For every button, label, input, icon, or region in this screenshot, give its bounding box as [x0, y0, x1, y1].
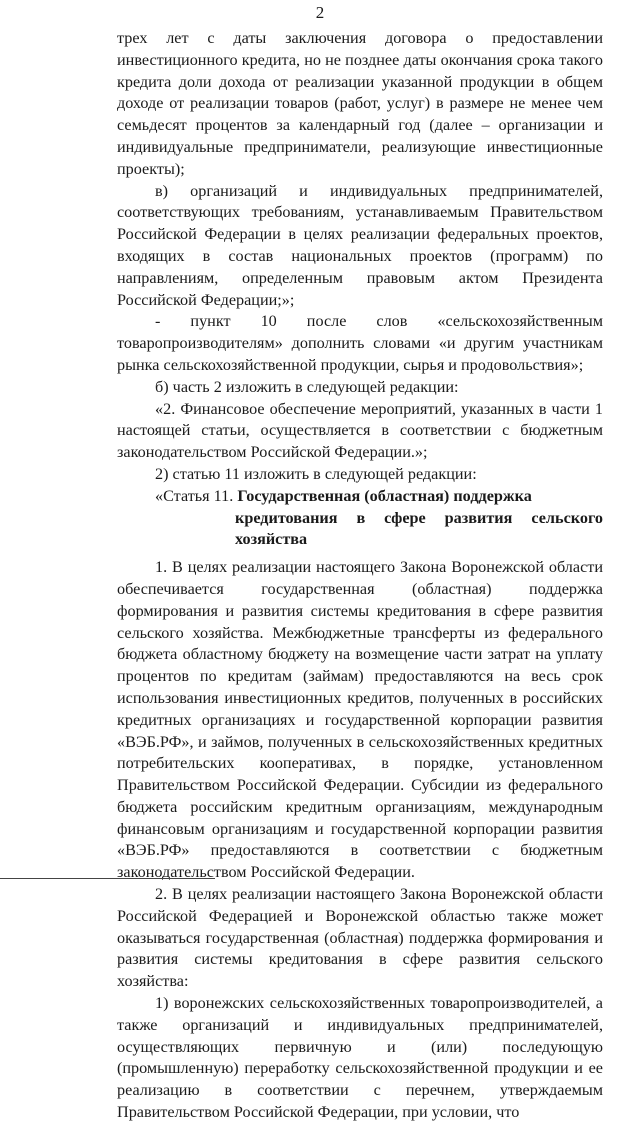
paragraph-article-11-item-1: 1) воронежских сельскохозяйственных товаропроизводителей, а также организаций и индивидуальных предпринимателей, осуществляющих первичную и (или) последующую (промышленную) переработку сельскохозяйственной продукции и ее реализацию в соответствии с перечнем, утверждаемым Правительством Российской Федерации, при условии, что	[117, 994, 603, 1122]
footer-divider	[0, 878, 215, 879]
article-heading	[117, 486, 603, 551]
page-number: 2	[315, 3, 325, 22]
paragraph-article-11-part-1: 1. В целях реализации настоящего Закона Воронежской области обеспечивается государственная (областная) поддержка формирования и развития системы кредитования в сфере развития сельского хозяйства. Межбюджетные трансферты из федерального бюджета областному бюджету на возмещение части затрат на уплату процентов по кредитам (займам) предоставляются на весь срок использования инвестиционных кредитов, полученных в российских кредитных организациях и государственной корпорации развития «ВЭБ.РФ», и займов, полученных в сельскохозяйственных кредитных потребительских кооперативах, в порядке, установленном Правительством Российской Федерации. Субсидии из федерального бюджета российским кредитным организациям, международным финансовым организациям и государственной корпорации развития «ВЭБ.РФ» предоставляются в соответствии с бюджетным законодательством Российской Федерации.	[117, 558, 603, 882]
paragraph-item-v: в) организаций и индивидуальных предпринимателей, соответствующих требованиям, устанавливаемым Правительством Российской Федерации в целях реализации федеральных проектов, входящих в состав национальных проектов (программ) по направлениям, определенным правовым актом Президента Российской Федерации;»;	[117, 181, 603, 309]
article-heading-title-line1: Государственная (областная) поддержка	[237, 486, 532, 505]
paragraph-continuation: трех лет с даты заключения договора о предоставлении инвестиционного кредита, но не позднее даты окончания срока такого кредита доли дохода от реализации указанной продукции в общем доходе от реализации товаров (работ, услуг) в размере не менее чем семьдесят процентов за календарный год (далее – организации и индивидуальные предприниматели, реализующие инвестиционные проекты);	[117, 29, 603, 178]
paragraph-article-11-part-2: 2. В целях реализации настоящего Закона Воронежской области Российской Федерацией и Воронежской областью также может оказываться государственная (областная) поддержка формирования и развития системы кредитования в сфере развития сельского хозяйства:	[117, 885, 603, 991]
paragraph-part-2: «2. Финансовое обеспечение мероприятий, указанных в части 1 настоящей статьи, осуществляется в соответствии с бюджетным законодательством Российской Федерации.»;	[117, 399, 603, 462]
document-body	[117, 28, 603, 1124]
paragraph-article-11-intro: 2) статью 11 изложить в следующей редакции:	[155, 464, 477, 483]
article-heading-title-line2: кредитования в сфере развития сельского хозяйства	[235, 508, 603, 549]
paragraph-item-b: б) часть 2 изложить в следующей редакции:	[155, 377, 459, 396]
paragraph-point-10: - пункт 10 после слов «сельскохозяйственным товаропроизводителям» дополнить словами «и другим участникам рынка сельскохозяйственной продукции, сырья и продовольствия»;	[117, 312, 603, 374]
article-heading-prefix: «Статья 11.	[155, 486, 238, 505]
